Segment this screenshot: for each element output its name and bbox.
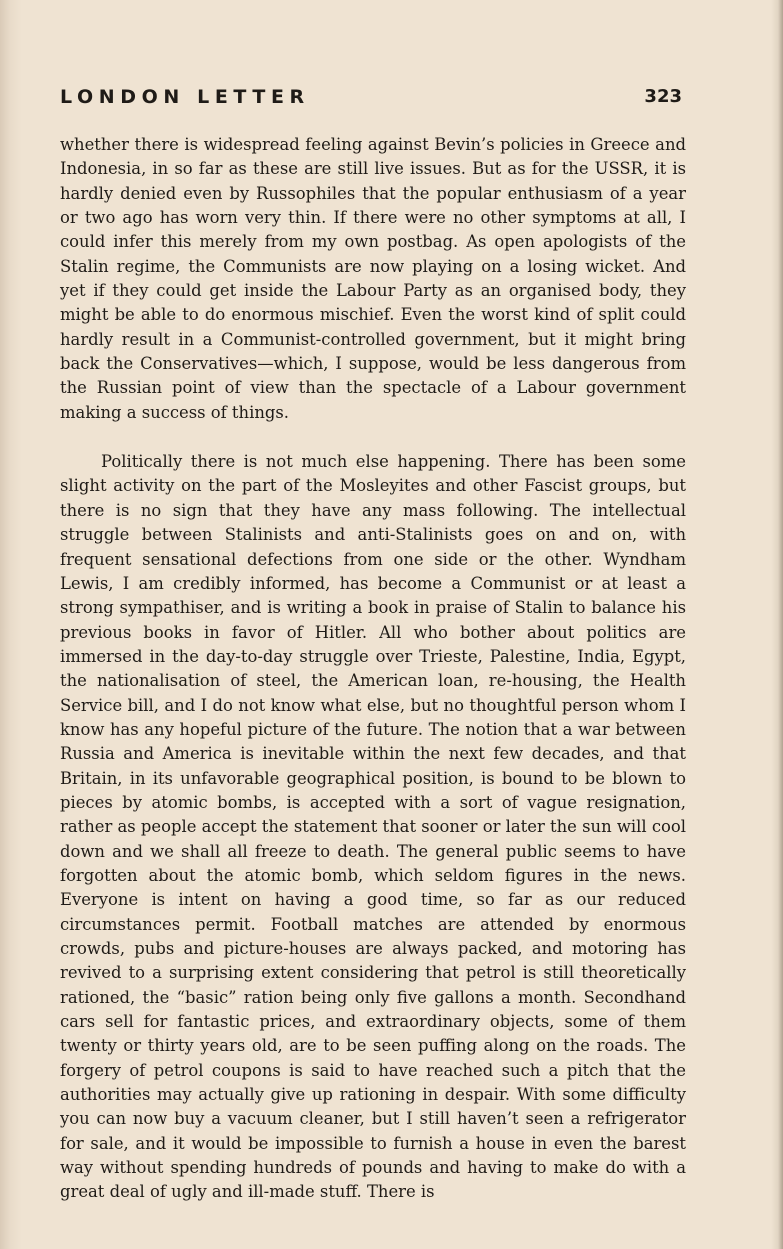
- page-header: [60, 84, 682, 110]
- paragraph-2: Politically there is not much else happening. There has been some slight activity on the part of the Mosleyites and other Fascist groups, but there is no sign that they have any mass following. The intellectual struggle between Stalinists and anti-Stalinists goes on and on, with frequent sensational defections from one side or the other. Wyndham Lewis, I am credibly informed, has become a Communist or at least a strong sympathiser, and is writing a book in praise of Stalin to balance his previous books in favor of Hitler. All who bother about politics are immersed in the day-to-day struggle over Trieste, Palestine, India, Egypt, the nationalisation of steel, the American loan, re-housing, the Health Service bill, and I do not know what else, but no thoughtful person whom I know has any hopeful picture of the future. The notion that a war between Russia and America is inevitable within the next few decades, and that Britain, in its unfavorable geographical position, is bound to be blown to pieces by atomic bombs, is accepted with a sort of vague resignation, rather as people accept the statement that sooner or later the sun will cool down and we shall all freeze to death. The general public seems to have forgotten about the atomic bomb, which seldom figures in the news. Everyone is intent on having a good time, so far as our reduced circumstances permit. Football matches are attended by enormous crowds, pubs and picture-houses are always packed, and motoring has revived to a surprising extent considering that petrol is still theoretically rationed, the “basic” ration being only five gallons a month. Secondhand cars sell for fantastic prices, and extraordinary objects, some of them twenty or thirty years old, are to be seen puffing along on the roads. The forgery of petrol coupons is said to have reached such a pitch that the authorities may actually give up rationing in despair. With some difficulty you can now buy a vacuum cleaner, but I still haven’t seen a refrigerator for sale, and it would be impossible to furnish a house in even the barest way without spending hundreds of pounds and having to make do with a great deal of ugly and ill-made stuff. There is: [60, 452, 686, 1202]
- paragraph-1: whether there is widespread feeling against Bevin’s policies in Greece and Indonesia, in so far as these are still live issues. But as for the USSR, it is hardly denied even by Russophiles that the popular enthusiasm of a year or two ago has worn very thin. If there were no other symptoms at all, I could infer this merely from my own postbag. As open apologists of the Stalin regime, the Communists are now playing on a losing wicket. And yet if they could get inside the Labour Party as an organised body, they might be able to do enormous mischief. Even the worst kind of split could hardly result in a Communist-controlled government, but it might bring back the Conservatives—which, I suppose, would be less dangerous from the Russian point of view than the spectacle of a Labour government making a success of things.: [60, 135, 686, 422]
- page-number: 323: [644, 86, 682, 107]
- body-text: [60, 133, 686, 1205]
- running-head: LONDON LETTER: [60, 86, 310, 108]
